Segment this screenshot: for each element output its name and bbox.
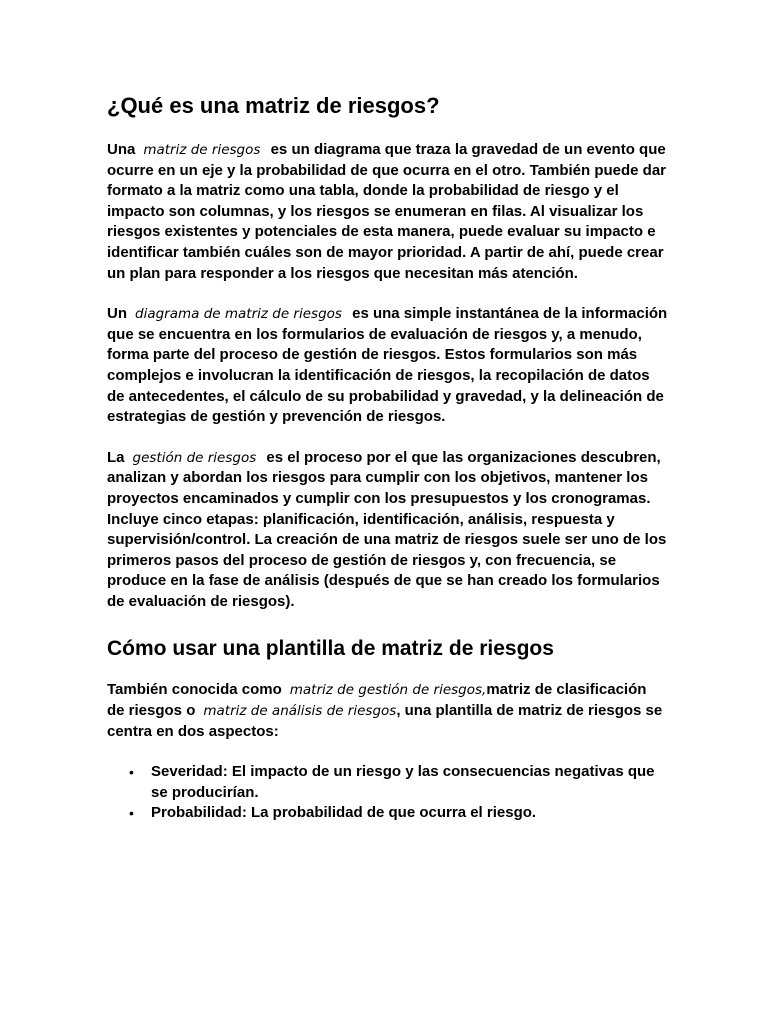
paragraph-lead: Un xyxy=(107,305,127,323)
paragraph-diagrama-definition xyxy=(107,304,668,428)
list-item xyxy=(129,803,668,824)
term-matriz-de-gestion: matriz de gestión de riesgos, xyxy=(289,682,487,699)
paragraph-lead: Una xyxy=(107,141,136,158)
aspects-list xyxy=(107,762,668,824)
paragraph-lead: También conocida como xyxy=(107,681,282,699)
paragraph-text: es el proceso por el que las organizaciones descubren, analizan y abordan los riesgos para cumplir con los objetivos, mantener los proyectos encaminados y cumplir con los presupuestos y los cronogramas. Incluye cinco etapas: planificación, identificación, análisis, respuesta y supervisión/control. La creación de una matriz de riesgos suele ser uno de los primeros pasos del proceso de gestión de riesgos y, con frecuencia, se produce en la fase de análisis (después de que se han creado los formularios de evaluación de riesgos). xyxy=(107,448,667,610)
paragraph-plantilla-intro xyxy=(107,680,668,742)
term-matriz-de-analisis: matriz de análisis de riesgos xyxy=(203,703,397,720)
paragraph-tail: , una plantilla de matriz de riesgos se centra en dos aspectos: xyxy=(107,702,663,740)
list-item-text: Severidad: El impacto de un riesgo y las consecuencias negativas que se producirían. xyxy=(151,763,655,801)
list-item-text: Probabilidad: La probabilidad de que ocurra el riesgo. xyxy=(151,804,537,822)
paragraph-mid: matriz de clasificación de riesgos o xyxy=(107,681,647,720)
paragraph-lead: La xyxy=(107,448,125,466)
term-matriz-de-riesgos: matriz de riesgos xyxy=(143,142,261,158)
paragraph-matriz-definition xyxy=(107,140,668,284)
list-item xyxy=(129,762,668,803)
section-heading: Cómo usar una plantilla de matriz de riesgos xyxy=(107,637,554,661)
bullet-icon: • xyxy=(129,805,134,822)
paragraph-gestion-definition xyxy=(107,448,668,613)
paragraph-text: es una simple instantánea de la información que se encuentra en los formularios de evaluación de riesgos y, a menudo, forma parte del proceso de gestión de riesgos. Estos formularios son más complejos e involucran la identificación de riesgos, la recopilación de datos de antecedentes, el cálculo de su probabilidad y gravedad, y la delineación de estrategias de gestión y prevención de riesgos. xyxy=(107,305,668,426)
term-gestion-de-riesgos: gestión de riesgos xyxy=(132,449,257,466)
term-diagrama-de-matriz: diagrama de matriz de riesgos xyxy=(135,306,342,323)
bullet-icon: • xyxy=(129,764,134,781)
paragraph-text: es un diagrama que traza la gravedad de un evento que ocurre en un eje y la probabilidad de que ocurra en el otro. También puede dar formato a la matriz como una tabla, donde la probabilidad de riesgo y el impacto son columnas, y los riesgos se enumeran en filas. Al visualizar los riesgos existentes y potenciales de esta manera, puede evaluar su impacto e identificar también cuáles son de mayor prioridad. A partir de ahí, puede crear un plan para responder a los riesgos que necesitan más atención. xyxy=(107,141,667,282)
page-title: ¿Qué es una matriz de riesgos? xyxy=(107,93,440,118)
